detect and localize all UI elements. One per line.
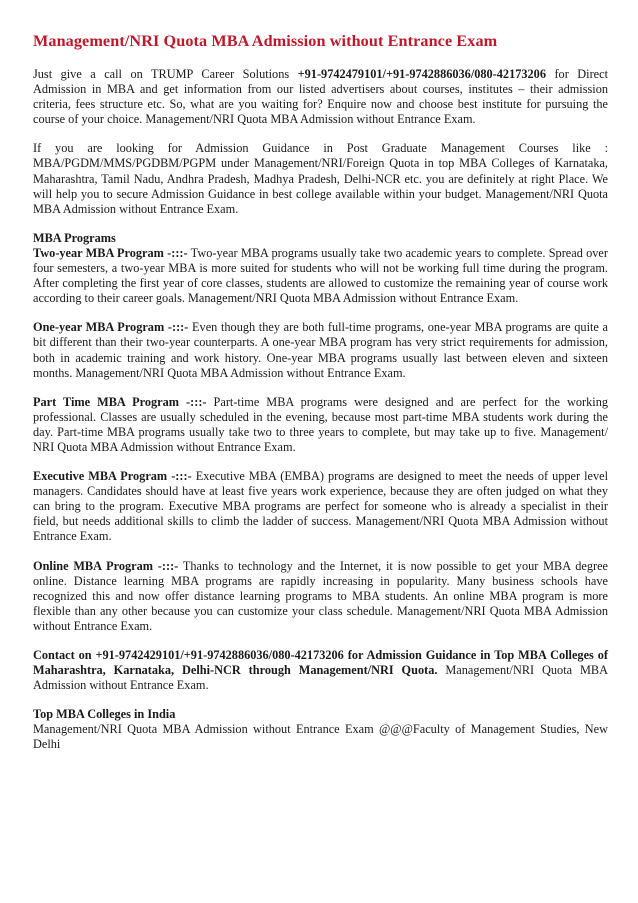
two-year-program-paragraph [33,231,608,306]
document-title: Management/NRI Quota MBA Admission without Entrance Exam [33,32,498,50]
program-label: Two-year MBA Program -:::- [33,245,188,260]
program-text: Even though they are both full-time programs, one-year MBA programs are quite a bit different than their two-year counterparts. A one-year MBA program has very strict requirements for admission, both in academic training and work history. One-year MBA programs usually last between eleven and sixteen months. Management/NRI Quota MBA Admission without Entrance Exam. [33,320,608,380]
executive-program-paragraph [33,469,608,544]
program-text: Part-time MBA programs were designed and are perfect for the working professional. Classes are usually scheduled in the evening, because most part-time MBA students work during the day. Part-time MBA programs usually take two to three years to complete, but may take up to five. Management/ NRI Quota MBA Admission without Entrance Exam. [33,394,609,454]
one-year-program-paragraph [33,320,608,380]
intro-lead: Just give a call on TRUMP Career Solutions [33,67,298,81]
contact-rest: Management/NRI Quota MBA Admission without Entrance Exam. [33,663,608,693]
program-label: Executive MBA Program -:::- [33,469,192,484]
programs-heading: MBA Programs [33,230,116,245]
program-text: Thanks to technology and the Internet, it is now possible to get your MBA degree online. Distance learning MBA programs are rapidly increasing in popularity. Many business schools have recognized this and now offer distance learning programs to MBA students. An online MBA program is more flexible than any other because you can customize your class schedule. Management/NRI Quota MBA Admission without Entrance Exam. [33,558,608,633]
program-label: Part Time MBA Program -:::- [33,394,207,409]
contact-bold: Contact on +91-9742429101/+91-9742886036/080-42173206 for Admission Guidance in Top MBA Colleges of Maharashtra, Karnataka, Delhi-NCR through Management/NRI Quota. [33,648,608,678]
colleges-paragraph [33,707,608,752]
intro-rest: for Direct Admission in MBA and get information from our listed advertisers about courses, institutes – their admission criteria, fees structure etc. So, what are you waiting for? Enquire now and choose best institute for pursuing the course of your choice. Management/NRI Quota MBA Admission without Entrance Exam. [33,67,609,127]
intro-phone: +91-9742479101/+91-9742886036/080-42173206 [297,67,546,81]
contact-paragraph [33,648,608,693]
program-label: One-year MBA Program -:::- [33,320,189,335]
program-text: Two-year MBA programs usually take two academic years to complete. Spread over four semesters, a two-year MBA is more suited for students who will not be working full time during the program. After completing the first year of core classes, students are allowed to customize the remaining year of course work according to their career goals. Management/NRI Quota MBA Admission without Entrance Exam. [33,245,608,306]
intro-paragraph [33,67,608,127]
colleges-heading: Top MBA Colleges in India [33,707,176,722]
program-text: Executive MBA (EMBA) programs are designed to meet the needs of upper level managers. Candidates should have at least five years work experience, because they are often judged on what they can bring to the program. Executive MBA programs are perfect for someone who is already a specialist in their field, but needs additional skills to climb the ladder of success. Management/NRI Quota MBA Admission without Entrance Exam. [33,469,608,544]
online-program-paragraph [33,559,608,634]
guidance-paragraph: If you are looking for Admission Guidance in Post Graduate Management Courses like : MBA/PGDM/MMS/PGDBM/PGPM under Management/NRI/Foreign Quota in top MBA Colleges of Karnataka, Maharashtra, Tamil Nadu, Andhra Pradesh, Madhya Pradesh, Delhi-NCR etc. you are definitely at right Place. We will help you to secure Admission Guidance in best college available within your budget. Management/NRI Quota MBA Admission without Entrance Exam. [33,141,608,216]
program-label: Online MBA Program -:::- [33,558,179,573]
colleges-text: Management/NRI Quota MBA Admission without Entrance Exam @@@Faculty of Management Studies, New Delhi [33,722,608,752]
part-time-program-paragraph [33,395,608,455]
